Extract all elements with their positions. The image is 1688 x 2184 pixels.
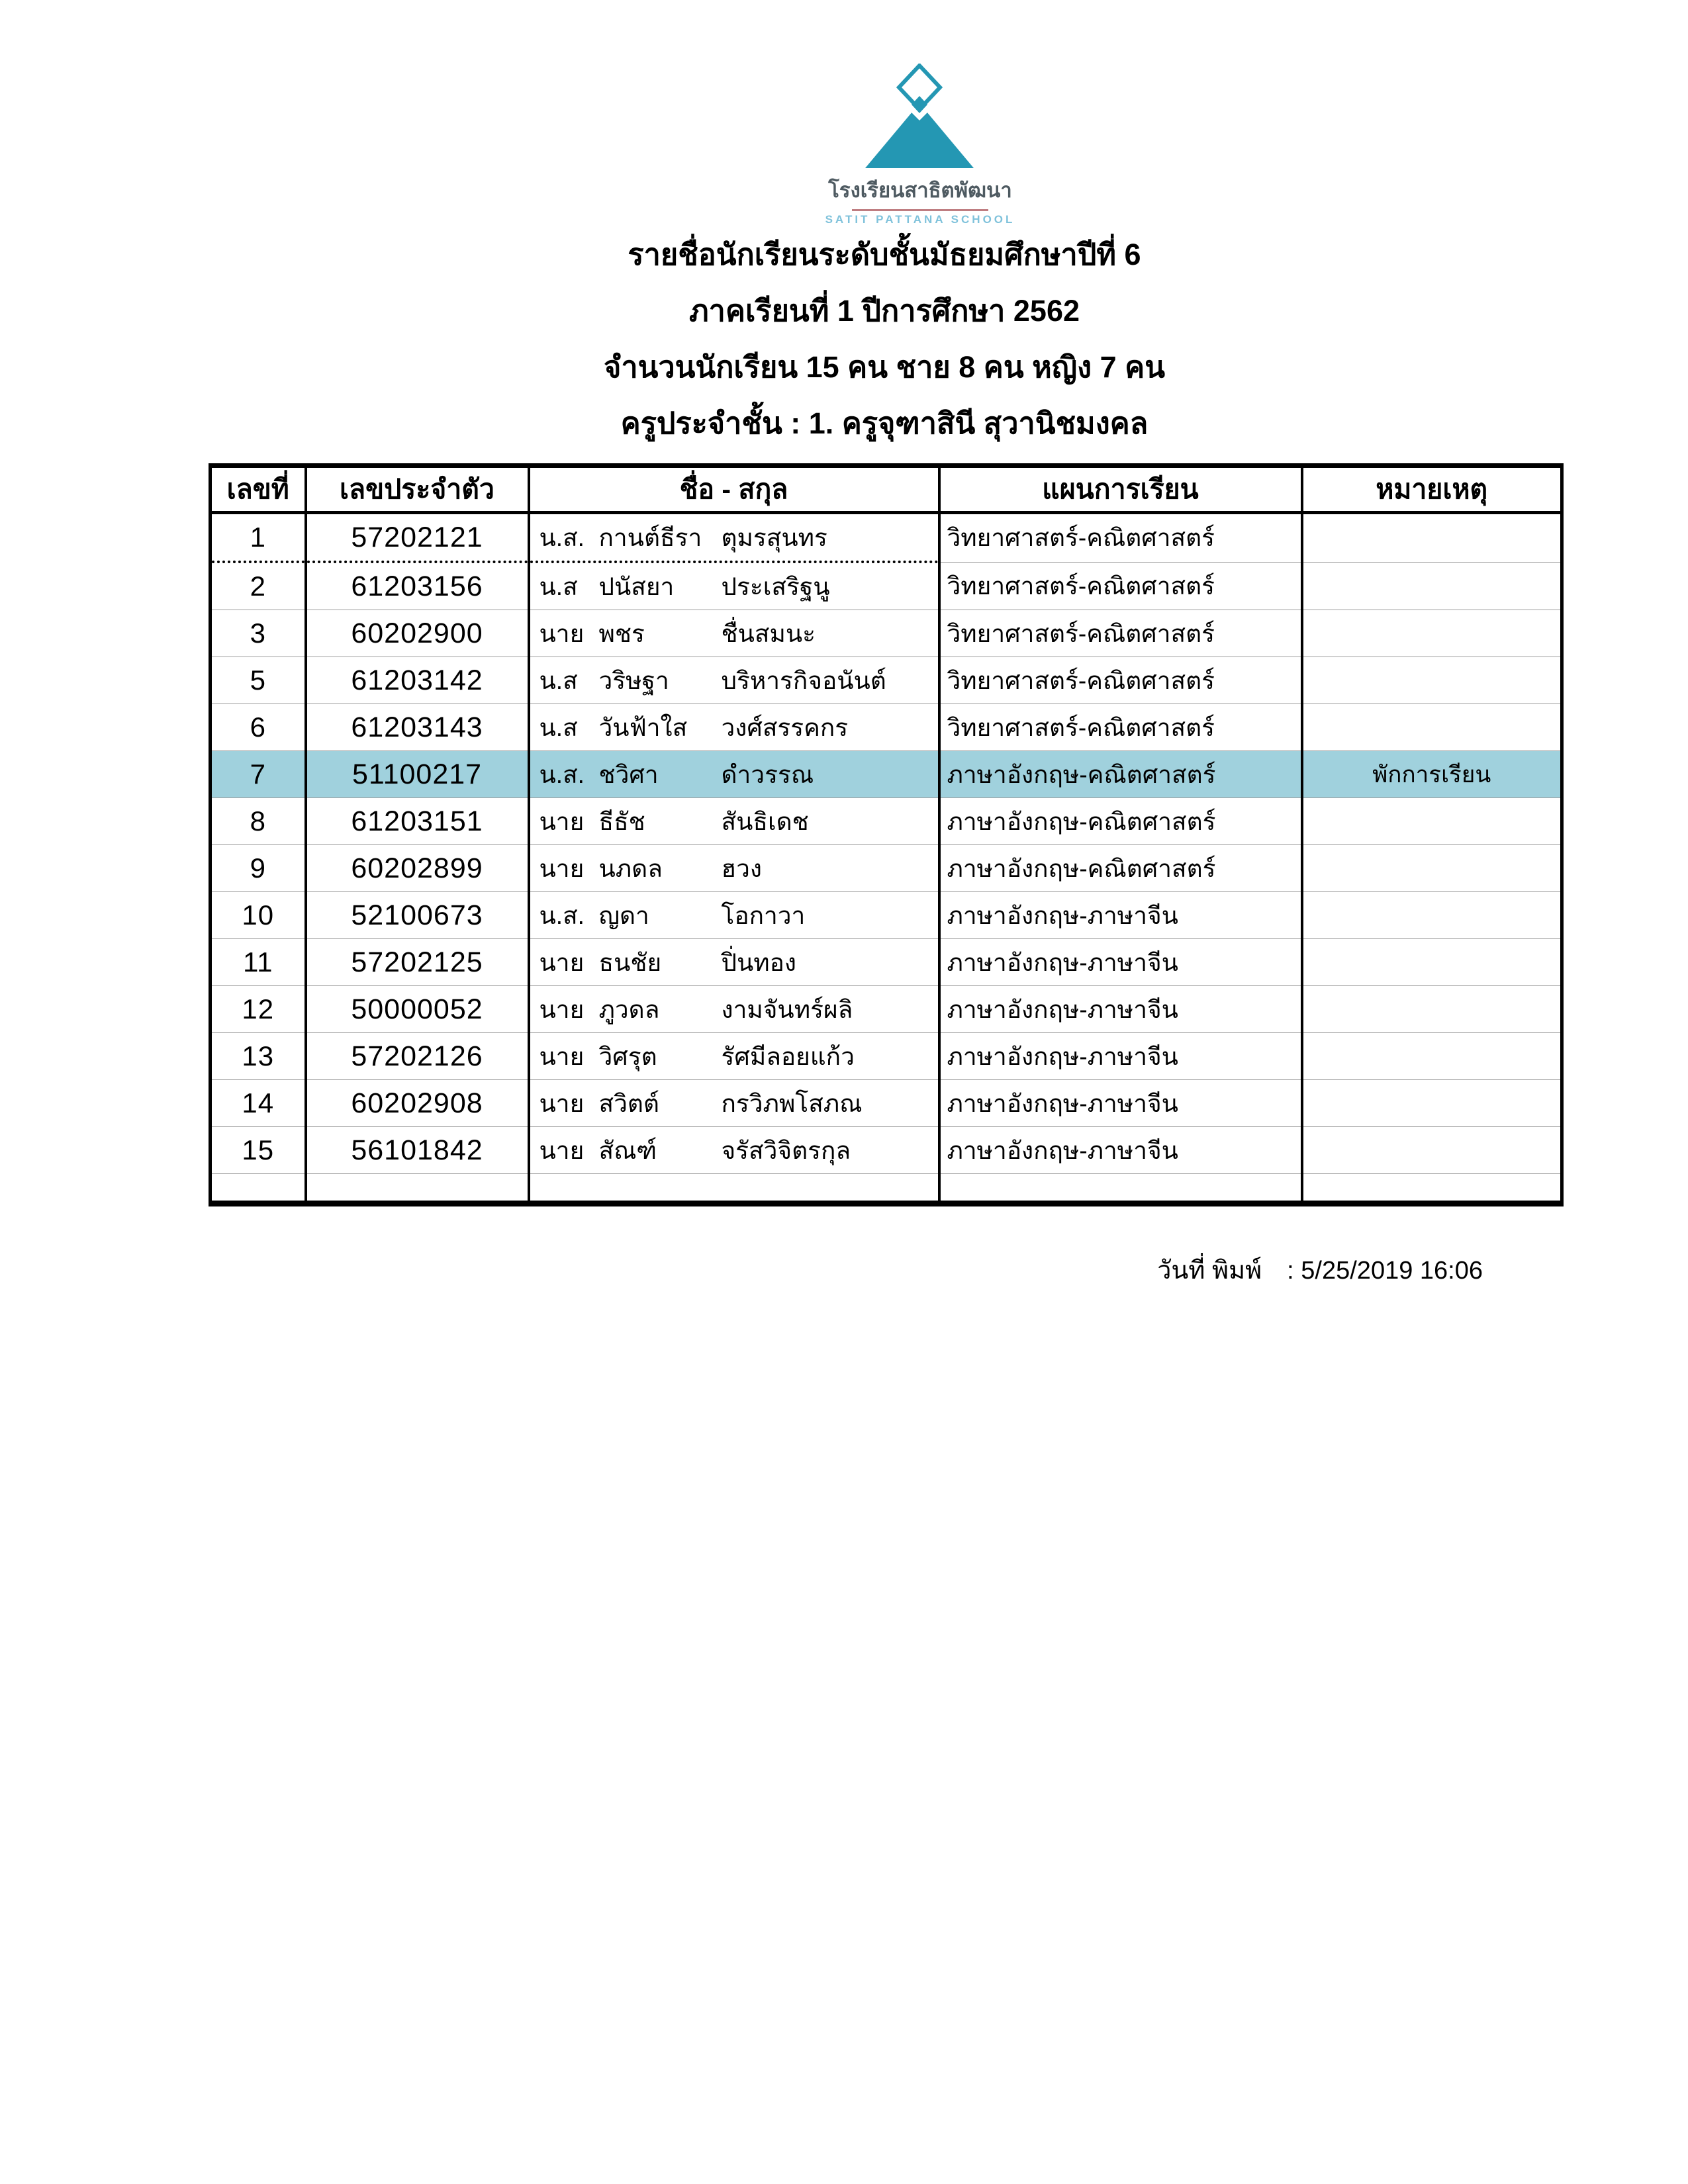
last-name: ชื่นสมนะ [721, 619, 816, 647]
cell-name [529, 892, 939, 939]
cell-name [529, 986, 939, 1033]
cell-name [529, 704, 939, 751]
cell-study-plan: วิทยาศาสตร์-คณิตศาสตร์ [939, 610, 1302, 657]
cell-study-plan: ภาษาอังกฤษ-คณิตศาสตร์ [939, 798, 1302, 845]
cell-student-id: 61203143 [306, 704, 529, 751]
empty-cell [306, 1174, 529, 1204]
cell-number: 15 [211, 1127, 306, 1174]
cell-student-id: 60202900 [306, 610, 529, 657]
name-title: น.ส [539, 713, 578, 741]
table-row [211, 657, 1562, 704]
empty-cell [939, 1174, 1302, 1204]
cell-number: 1 [211, 513, 306, 563]
empty-cell [1302, 1174, 1562, 1204]
cell-study-plan: ภาษาอังกฤษ-คณิตศาสตร์ [939, 845, 1302, 892]
cell-student-id: 60202908 [306, 1080, 529, 1127]
cell-remark: พักการเรียน [1302, 751, 1562, 798]
document-titles [209, 226, 1560, 451]
last-name: บริหารกิจอนันต์ [721, 666, 886, 694]
first-name: ธีธัช [598, 807, 645, 835]
cell-number: 13 [211, 1033, 306, 1080]
title-semester: ภาคเรียนที่ 1 ปีการศึกษา 2562 [688, 294, 1080, 328]
cell-name [529, 657, 939, 704]
table-row [211, 939, 1562, 986]
cell-study-plan: ภาษาอังกฤษ-ภาษาจีน [939, 1033, 1302, 1080]
empty-cell [211, 1174, 306, 1204]
cell-name [529, 610, 939, 657]
first-name: ญดา [598, 901, 649, 929]
table-row [211, 704, 1562, 751]
table-row [211, 610, 1562, 657]
empty-cell [529, 1174, 939, 1204]
cell-remark [1302, 562, 1562, 610]
table-row [211, 798, 1562, 845]
header-name-surname: ชื่อ - สกุล [529, 466, 939, 513]
cell-study-plan: ภาษาอังกฤษ-ภาษาจีน [939, 986, 1302, 1033]
first-name: นภดล [598, 854, 663, 882]
first-name: ภูวดล [598, 995, 660, 1023]
name-title: นาย [539, 1136, 585, 1164]
header-number: เลขที่ [211, 466, 306, 513]
cell-number: 8 [211, 798, 306, 845]
cell-student-id: 61203142 [306, 657, 529, 704]
header-study-plan: แผนการเรียน [939, 466, 1302, 513]
cell-number: 3 [211, 610, 306, 657]
cell-study-plan: ภาษาอังกฤษ-คณิตศาสตร์ [939, 751, 1302, 798]
school-name-thai: โรงเรียนสาธิตพัฒนา [828, 179, 1012, 202]
cell-study-plan: วิทยาศาสตร์-คณิตศาสตร์ [939, 657, 1302, 704]
last-name: ดำวรรณ [721, 760, 814, 788]
table-row [211, 562, 1562, 610]
name-title: น.ส. [539, 901, 585, 929]
cell-number: 5 [211, 657, 306, 704]
cell-student-id: 57202126 [306, 1033, 529, 1080]
title-homeroom-teacher: ครูประจำชั้น : 1. ครูจุฑาสินี สุวานิชมงคล [620, 406, 1149, 440]
cell-student-id: 51100217 [306, 751, 529, 798]
name-title: นาย [539, 1089, 585, 1117]
first-name: สัณฑ์ [598, 1136, 657, 1164]
name-title: น.ส [539, 666, 578, 694]
print-date-value: : 5/25/2019 16:06 [1287, 1257, 1483, 1285]
first-name: สวิตต์ [598, 1089, 659, 1117]
cell-name [529, 562, 939, 610]
last-name: รัศมีลอยแก้ว [721, 1042, 855, 1070]
name-title: นาย [539, 995, 585, 1023]
last-name: โอกาวา [721, 901, 806, 929]
last-name: งามจันทร์ผลิ [721, 995, 853, 1023]
cell-remark [1302, 1033, 1562, 1080]
cell-name [529, 1033, 939, 1080]
name-title: นาย [539, 619, 585, 647]
cell-number: 14 [211, 1080, 306, 1127]
header-student-id: เลขประจำตัว [306, 466, 529, 513]
cell-remark [1302, 657, 1562, 704]
last-name: ตุมรสุนทร [721, 523, 827, 551]
first-name: กานต์ธีรา [598, 523, 702, 551]
name-title: นาย [539, 1042, 585, 1070]
cell-student-id: 61203156 [306, 562, 529, 610]
name-title: น.ส. [539, 760, 585, 788]
last-name: ฮวง [721, 854, 762, 882]
cell-name [529, 1127, 939, 1174]
title-class-list: รายชื่อนักเรียนระดับชั้นมัธยมศึกษาปีที่ 6 [628, 238, 1141, 271]
cell-number: 12 [211, 986, 306, 1033]
last-name: กรวิภพโสภณ [721, 1089, 863, 1117]
cell-remark [1302, 704, 1562, 751]
cell-remark [1302, 892, 1562, 939]
student-roster-table [209, 463, 1564, 1206]
cell-study-plan: วิทยาศาสตร์-คณิตศาสตร์ [939, 704, 1302, 751]
school-name-english: SATIT PATTANA SCHOOL [825, 213, 1015, 226]
table-row [211, 1033, 1562, 1080]
cell-number: 11 [211, 939, 306, 986]
title-student-count: จำนวนนักเรียน 15 คน ชาย 8 คน หญิง 7 คน [604, 350, 1165, 384]
table-row [211, 845, 1562, 892]
cell-name [529, 845, 939, 892]
first-name: วิศรุต [598, 1042, 657, 1070]
first-name: ชวิศา [598, 760, 659, 788]
cell-remark [1302, 513, 1562, 563]
cell-study-plan: ภาษาอังกฤษ-ภาษาจีน [939, 939, 1302, 986]
table-row [211, 1080, 1562, 1127]
last-name: ประเสริฐนู [721, 572, 830, 600]
cell-student-id: 52100673 [306, 892, 529, 939]
cell-student-id: 61203151 [306, 798, 529, 845]
cell-number: 6 [211, 704, 306, 751]
cell-number: 2 [211, 562, 306, 610]
table-row [211, 751, 1562, 798]
table-row [211, 513, 1562, 563]
last-name: สันธิเดช [721, 807, 809, 835]
cell-number: 10 [211, 892, 306, 939]
cell-student-id: 60202899 [306, 845, 529, 892]
cell-remark [1302, 845, 1562, 892]
table-row [211, 1127, 1562, 1174]
print-date [1157, 1250, 1483, 1290]
cell-student-id: 57202125 [306, 939, 529, 986]
cell-study-plan: วิทยาศาสตร์-คณิตศาสตร์ [939, 513, 1302, 563]
cell-student-id: 57202121 [306, 513, 529, 563]
cell-study-plan: ภาษาอังกฤษ-ภาษาจีน [939, 892, 1302, 939]
first-name: ปนัสยา [598, 572, 675, 600]
cell-remark [1302, 610, 1562, 657]
header-remark: หมายเหตุ [1302, 466, 1562, 513]
first-name: วริษฐา [598, 666, 669, 694]
cell-student-id: 56101842 [306, 1127, 529, 1174]
cell-name [529, 798, 939, 845]
first-name: ธนชัย [598, 948, 662, 976]
cell-name [529, 513, 939, 563]
logo-divider-line [852, 209, 988, 211]
table-row [211, 986, 1562, 1033]
school-logo-icon [849, 64, 992, 169]
name-title: นาย [539, 948, 585, 976]
last-name: ปิ่นทอง [721, 948, 796, 976]
cell-name [529, 939, 939, 986]
cell-study-plan: วิทยาศาสตร์-คณิตศาสตร์ [939, 562, 1302, 610]
name-title: น.ส [539, 572, 578, 600]
cell-remark [1302, 986, 1562, 1033]
table-header-row [211, 466, 1562, 513]
cell-remark [1302, 1080, 1562, 1127]
cell-remark [1302, 798, 1562, 845]
empty-row [211, 1174, 1562, 1204]
first-name: พชร [598, 619, 645, 647]
cell-study-plan: ภาษาอังกฤษ-ภาษาจีน [939, 1127, 1302, 1174]
name-title: น.ส. [539, 523, 585, 551]
print-date-label: วันที่ พิมพ์ [1157, 1257, 1262, 1285]
last-name: วงศ์สรรคกร [721, 713, 849, 741]
cell-remark [1302, 939, 1562, 986]
first-name: วันฟ้าใส [598, 713, 688, 741]
cell-name [529, 1080, 939, 1127]
cell-number: 7 [211, 751, 306, 798]
cell-study-plan: ภาษาอังกฤษ-ภาษาจีน [939, 1080, 1302, 1127]
cell-name [529, 751, 939, 798]
name-title: นาย [539, 807, 585, 835]
table-row [211, 892, 1562, 939]
last-name: จรัสวิจิตรกุล [721, 1136, 851, 1164]
cell-number: 9 [211, 845, 306, 892]
cell-remark [1302, 1127, 1562, 1174]
name-title: นาย [539, 854, 585, 882]
school-logo [825, 64, 1015, 226]
cell-student-id: 50000052 [306, 986, 529, 1033]
